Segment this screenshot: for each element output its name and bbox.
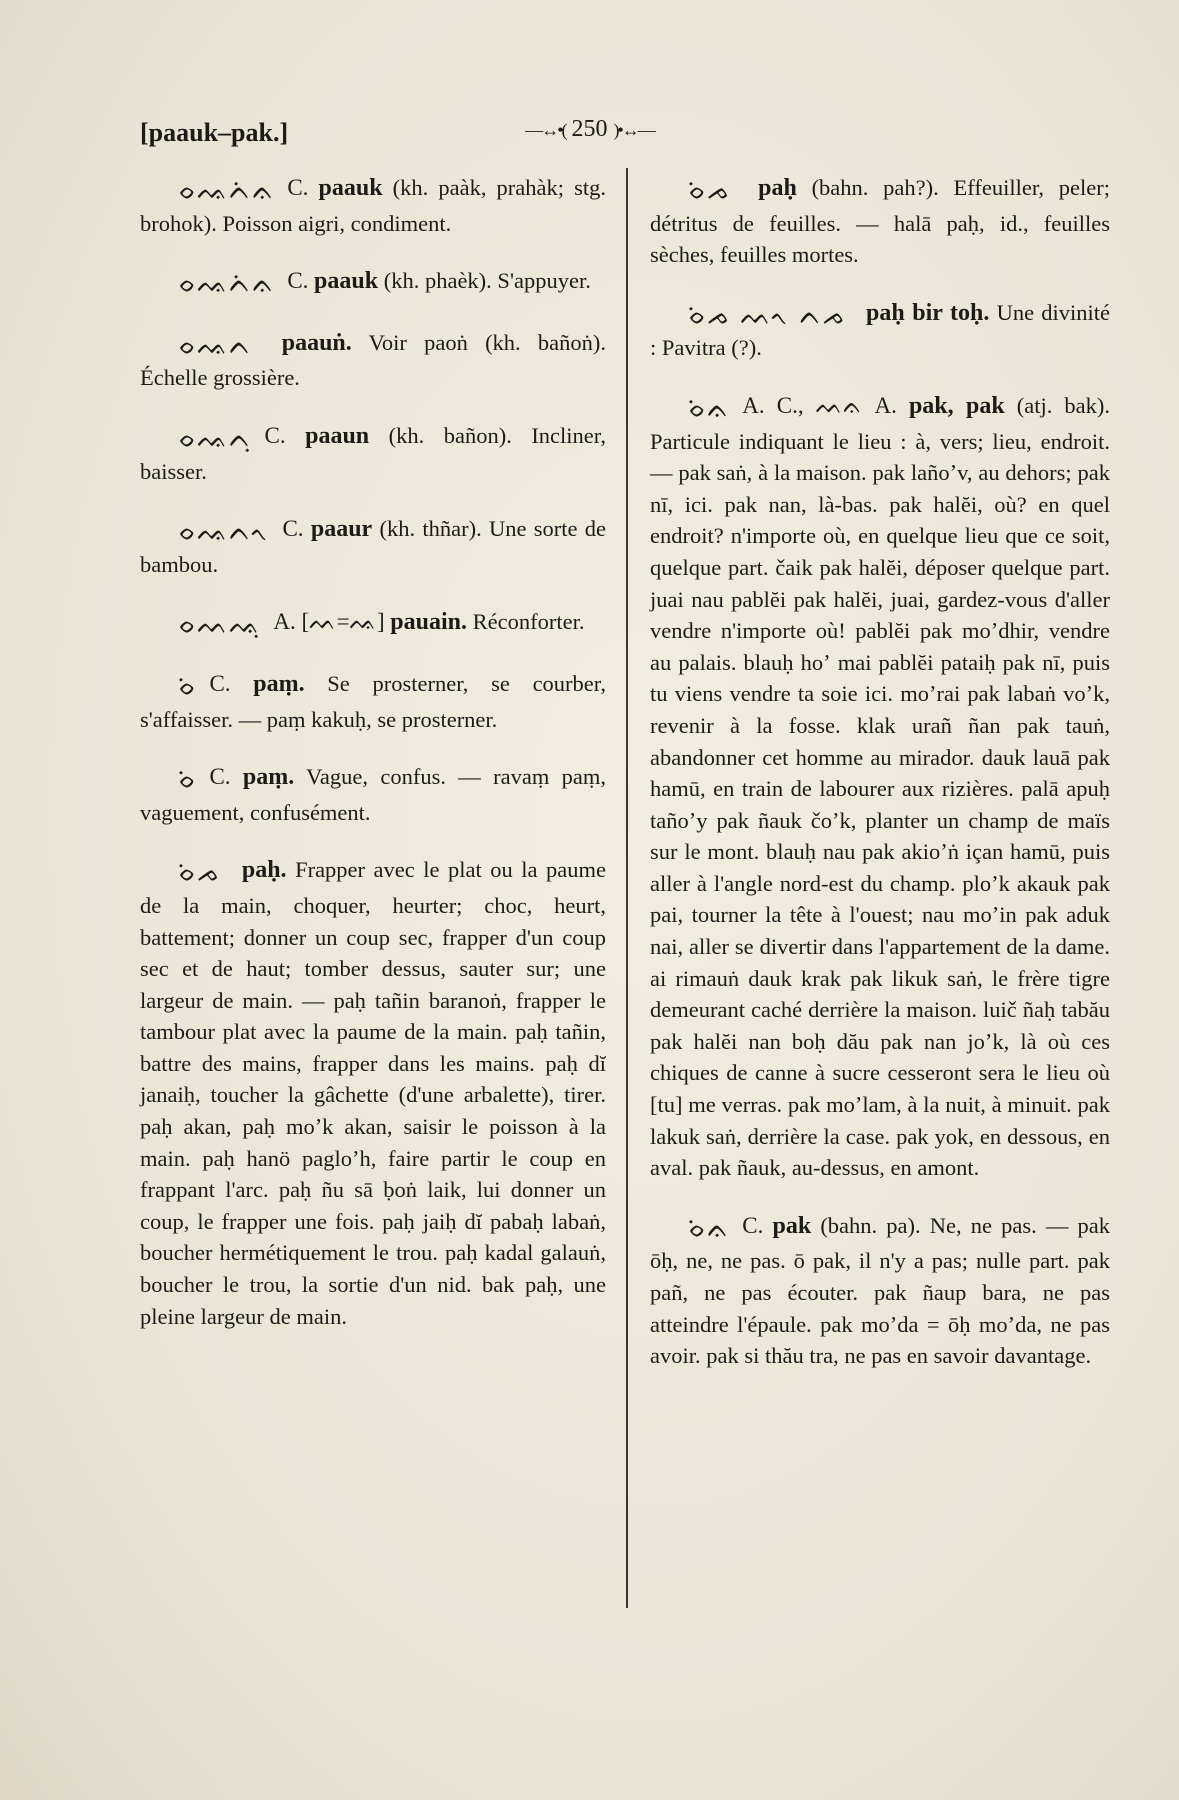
- page-number-ornament-left: —↔•(: [525, 120, 566, 140]
- dictionary-entry: [140, 761, 606, 828]
- dictionary-entry: [140, 513, 606, 580]
- dictionary-entry: [140, 420, 606, 487]
- source-label: C.: [287, 268, 309, 294]
- headword: pauain.: [390, 609, 467, 636]
- definition-text: Frapper avec le plat ou la paume de la main, choquer, heurter; choc, heurt, battement; donner un coup sec, frapper d'un coup sec et de haut; tomber dessus, sauter sur; une largeur de main. — paḥ tañin baranoṅ, frapper le tambour plat avec la paume de la main. paḥ tañin, battre des mains, frapper dans les mains. paḥ dĭ janaiḥ, toucher la gâchette (d'une arbalette), tirer. paḥ akan, paḥ moʼk akan, saisir le poisson à la main. paḥ hanö pagloʼh, faire partir le coup en frappant l'arc. paḥ ñu sā ḅoṅ laik, lui donner un coup, le frapper une fois. paḥ jaiḥ dĭ pabaḥ labaṅ, boucher hermétiquement le trou. paḥ kadal galauṅ, boucher le trou, la sortie d'un nid. bak paḥ, une pleine largeur de main.: [140, 857, 607, 1329]
- cham-script-headword: ᨔᨗ: [178, 765, 198, 796]
- definition-text: (bahn. pa). Ne, ne pas. — pak ōḥ, ne, ne pas. ō pak, il n'y a pas; nulle part. pak pañ, ne pas écouter. pak ñaup bara, ne pas atteindre l'épaule. pak moʼda = ōḥ moʼda, ne pas avoir. pak si thău tra, ne pas en savoir davantage.: [650, 1212, 1111, 1369]
- definition-text: (atj. bak). Particule indiquant le lieu : à, vers; lieu, endroit. — pak saṅ, à la maison. pak lañoʼv, au dehors; pak nī, ici. pak nan, là-bas. pak halĕi, où? en quel endroit? n'importe où, en quelque lieu que ce soit, quelque part. čaik pak halĕi, déposer quelque part. juai nau pablĕi pak halĕi, juai, gardez-vous d'aller vendre n'importe où! pablĕi pak moʼdhir, vendre au palais. blauḥ hoʼ mai pablĕi pataiḥ pak nī, puis tu viens vendre ta soie ici. moʼrai pak labaṅ voʼk, revenir à la fosse. klak urañ ñan pak tauṅ, abandonner cet homme au mirador. dauk lauā pak hamū, en train de labourer aux rizières. palā apuḥ tañoʼy pak ñauk čoʼk, planter un champ de maïs sur le mont. blauḥ nau pak akioʼṅ içan hamū, puis aller à l'angle nord-est du champ. ploʼk akauk pak pai, tourner la tête à l'ouest; nau moʼin pak aduk nai, aller se divertir dans l'appartement de la dame. ai rimauṅ dauk krak pak likuk saṅ, le frère tigre demeurant caché derrière la maison. luič ñaḥ tabău pak halĕi nan boḥ dău pak nan joʼk, là où ces chiques de canne à sucre cesseront sera le lieu où [tu] me verras. pak moʼlam, à la nuit, à minuit. pak lakuk saṅ, derrière la case. pak yok, en dessous, en aval. pak ñauk, au-dessus, en amont.: [650, 392, 1111, 1181]
- cham-script-headword: ᨔᨗᨊ: [688, 1213, 731, 1244]
- headword: paḥ.: [241, 857, 287, 884]
- headword: paaun: [305, 422, 370, 449]
- page-number-line: [0, 116, 1179, 143]
- headword: pak, pak: [908, 392, 1005, 419]
- headword: paḥ: [758, 175, 797, 201]
- cham-script-headword: ᨔᨕᨈᨚ: [178, 517, 271, 548]
- source-label: C.: [287, 175, 309, 200]
- right-column: [650, 172, 1110, 1398]
- headword: paaur: [310, 516, 373, 543]
- dictionary-entry: [650, 1210, 1110, 1372]
- left-column: [140, 172, 606, 1358]
- definition-text: (kh. thñar). Une sorte de bambou.: [140, 516, 607, 577]
- headword: pak: [772, 1212, 812, 1239]
- definition-text: (kh. phaèk). S'appuyer.: [383, 268, 591, 294]
- cham-script-headword: ᨔᨗᨊ: [688, 393, 731, 424]
- source-label: A. C., ᨓᨊ A.: [742, 392, 897, 418]
- definition-text: Se prosterner, se courber, s'affaisser. — paṃ kakuḥ, se prosterner.: [140, 670, 606, 732]
- source-label: C.: [209, 764, 231, 790]
- cham-script-headword: ᨔᨓᨕᨘ: [178, 610, 262, 641]
- dictionary-entry: [140, 606, 606, 642]
- definition-text: (bahn. pah?). Effeuiller, peler; détritus de feuilles. — halā paḥ, id., feuilles sèches, feuilles mortes.: [650, 175, 1111, 268]
- definition-text: Voir paoṅ (kh. bañoṅ). Échelle grossière.: [140, 329, 606, 391]
- headword: paṃ.: [242, 764, 295, 791]
- cham-script-headword: ᨔᨕᨈ: [178, 330, 253, 361]
- dictionary-entry: [650, 297, 1110, 364]
- dictionary-entry: [140, 172, 606, 239]
- page-number: 250: [571, 116, 608, 142]
- definition-text: Réconforter.: [472, 609, 585, 635]
- dictionary-entry: [140, 854, 606, 1332]
- dictionary-entry: [140, 327, 606, 394]
- running-head: [paauk–pak.]: [140, 118, 289, 147]
- cham-script-headword: ᨔᨗᨍ ᨓᨚ ᨈᨍ: [688, 300, 847, 331]
- source-label: C.: [209, 670, 231, 696]
- definition-text: Vague, confus. — ravaṃ paṃ, vaguement, confusément.: [140, 764, 607, 825]
- definition-text: (kh. paàk, prahàk; stg. brohok). Poisson aigri, condiment.: [140, 175, 606, 236]
- definition-text: Une divinité : Pavitra (?).: [650, 299, 1111, 361]
- headword: paauṅ.: [281, 329, 352, 356]
- headword: paauk: [314, 268, 379, 295]
- cham-script-headword: ᨔᨕᨈᨘ: [178, 423, 253, 454]
- cham-script-headword: ᨔᨗᨍ: [178, 858, 222, 889]
- headword: paḥ bir toḥ.: [865, 299, 990, 326]
- cham-script-headword: ᨔᨕᨈᨗᨊ: [178, 176, 276, 206]
- page-number-ornament-right: )•↔—: [613, 120, 654, 140]
- headword: paṃ.: [253, 670, 305, 697]
- headword: paauk: [318, 175, 383, 201]
- dictionary-entry: [650, 390, 1110, 1184]
- source-label: C.: [264, 422, 286, 448]
- source-label: C.: [742, 1212, 764, 1238]
- column-divider: [626, 168, 628, 1608]
- dictionary-entry: [650, 172, 1110, 271]
- dictionary-entry: [140, 668, 606, 735]
- cham-script-headword: ᨔᨕᨈᨗᨊ: [178, 269, 276, 300]
- source-label: A. [ᨓ=ᨕ]: [273, 609, 385, 635]
- cham-script-headword: ᨔᨗᨍ: [688, 176, 732, 206]
- source-label: C.: [282, 516, 304, 542]
- cham-script-headword: ᨔᨗ: [178, 671, 198, 702]
- definition-text: (kh. bañon). Incliner, baisser.: [140, 422, 607, 484]
- dictionary-entry: [140, 265, 606, 301]
